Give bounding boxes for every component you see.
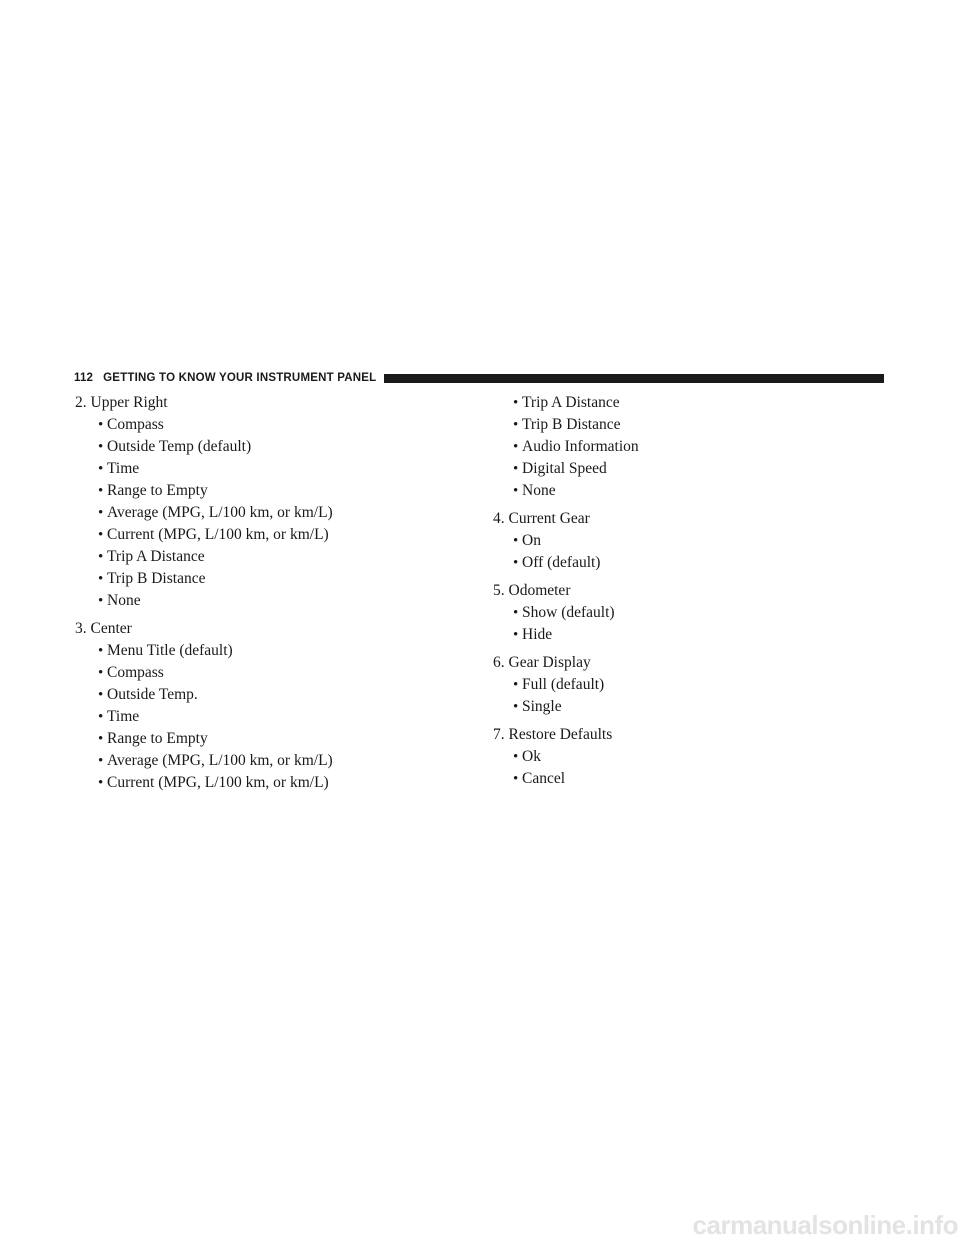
- list-item: [98, 436, 455, 458]
- list-item: [513, 746, 873, 768]
- list-item-label: Trip B Distance: [522, 416, 621, 433]
- bullet-icon: •: [98, 665, 104, 681]
- bullet-icon: •: [98, 461, 104, 477]
- list-item-label: Hide: [522, 626, 553, 643]
- list-item-label: Off (default): [522, 554, 601, 571]
- page-number: 112: [74, 372, 94, 384]
- list-item: [98, 458, 455, 480]
- list-item: [513, 436, 873, 458]
- list-item-label: Time: [107, 460, 140, 477]
- list-item-label: Audio Information: [522, 438, 639, 455]
- list-item-label: Compass: [107, 416, 164, 433]
- list-item-label: Trip A Distance: [522, 394, 620, 411]
- list-item: [513, 696, 873, 718]
- bullet-icon: •: [98, 439, 104, 455]
- list-item-label: None: [107, 592, 141, 609]
- page-header: [74, 371, 884, 385]
- list-item-label: Average (MPG, L/100 km, or km/L): [107, 504, 333, 521]
- list-item-label: Time: [107, 708, 140, 725]
- list-item: [98, 772, 455, 794]
- list-item-label: Digital Speed: [522, 460, 607, 477]
- bullet-icon: •: [98, 527, 104, 543]
- list-item: [513, 602, 873, 624]
- list-item: [513, 768, 873, 790]
- section-restore-defaults: [493, 724, 873, 790]
- bullet-icon: •: [98, 483, 104, 499]
- option-list: [493, 530, 873, 574]
- list-item: [98, 480, 455, 502]
- list-item: [513, 458, 873, 480]
- bullet-icon: •: [98, 709, 104, 725]
- watermark: carmanualsonline.info: [692, 1210, 958, 1240]
- section-odometer: [493, 580, 873, 646]
- option-list: [493, 392, 873, 502]
- list-item-label: Current (MPG, L/100 km, or km/L): [107, 526, 329, 543]
- list-item: [98, 590, 455, 612]
- list-item: [513, 674, 873, 696]
- section-title: 3. Center: [75, 620, 132, 637]
- bullet-icon: •: [98, 417, 104, 433]
- list-item: [98, 524, 455, 546]
- list-item: [98, 706, 455, 728]
- bullet-icon: •: [98, 731, 104, 747]
- option-list: [75, 640, 455, 794]
- right-column: [493, 392, 873, 796]
- section-current-gear: [493, 508, 873, 574]
- list-item: [98, 728, 455, 750]
- bullet-icon: •: [98, 505, 104, 521]
- list-item: [513, 414, 873, 436]
- list-item-label: Current (MPG, L/100 km, or km/L): [107, 774, 329, 791]
- list-item-label: On: [522, 532, 541, 549]
- bullet-icon: •: [513, 699, 519, 715]
- list-item-label: Outside Temp.: [107, 686, 198, 703]
- list-item: [513, 624, 873, 646]
- list-item-label: Ok: [522, 748, 541, 765]
- list-item-label: Single: [522, 698, 562, 715]
- section-upper-right: [75, 392, 455, 612]
- list-item-label: Range to Empty: [107, 730, 208, 747]
- list-item-label: Show (default): [522, 604, 615, 621]
- list-item: [98, 546, 455, 568]
- list-item-label: Cancel: [522, 770, 566, 787]
- bullet-icon: •: [513, 771, 519, 787]
- section-title: 5. Odometer: [493, 582, 571, 599]
- list-item: [98, 750, 455, 772]
- bullet-icon: •: [513, 461, 519, 477]
- list-item-label: Outside Temp (default): [107, 438, 252, 455]
- bullet-icon: •: [98, 571, 104, 587]
- section-title: 2. Upper Right: [75, 394, 168, 411]
- option-list: [493, 674, 873, 718]
- bullet-icon: •: [98, 593, 104, 609]
- list-item: [513, 480, 873, 502]
- list-item-label: Range to Empty: [107, 482, 208, 499]
- list-item-label: Trip B Distance: [107, 570, 206, 587]
- section-gear-display: [493, 652, 873, 718]
- list-item: [98, 414, 455, 436]
- section-title: 6. Gear Display: [493, 654, 591, 671]
- left-column: [75, 392, 455, 800]
- bullet-icon: •: [98, 643, 104, 659]
- bullet-icon: •: [513, 533, 519, 549]
- list-item-label: Trip A Distance: [107, 548, 205, 565]
- bullet-icon: •: [98, 753, 104, 769]
- list-item: [98, 662, 455, 684]
- bullet-icon: •: [513, 483, 519, 499]
- chapter-title: GETTING TO KNOW YOUR INSTRUMENT PANEL: [103, 372, 377, 384]
- list-item: [98, 684, 455, 706]
- list-item-label: None: [522, 482, 556, 499]
- bullet-icon: •: [98, 549, 104, 565]
- bullet-icon: •: [513, 677, 519, 693]
- option-list: [493, 602, 873, 646]
- list-item: [98, 640, 455, 662]
- option-list: [75, 414, 455, 612]
- list-item: [98, 502, 455, 524]
- list-item: [513, 552, 873, 574]
- list-item: [98, 568, 455, 590]
- list-item-label: Average (MPG, L/100 km, or km/L): [107, 752, 333, 769]
- list-item: [513, 392, 873, 414]
- section-title: 4. Current Gear: [493, 510, 590, 527]
- list-item-label: Full (default): [522, 676, 605, 693]
- section-center-continued: [493, 392, 873, 502]
- list-item-label: Compass: [107, 664, 164, 681]
- bullet-icon: •: [513, 627, 519, 643]
- list-item-label: Menu Title (default): [107, 642, 233, 659]
- header-rule: [384, 374, 884, 383]
- section-title: 7. Restore Defaults: [493, 726, 613, 743]
- bullet-icon: •: [513, 417, 519, 433]
- option-list: [493, 746, 873, 790]
- bullet-icon: •: [513, 555, 519, 571]
- list-item: [513, 530, 873, 552]
- bullet-icon: •: [98, 775, 104, 791]
- bullet-icon: •: [513, 749, 519, 765]
- section-center: [75, 618, 455, 794]
- bullet-icon: •: [513, 605, 519, 621]
- bullet-icon: •: [513, 439, 519, 455]
- bullet-icon: •: [98, 687, 104, 703]
- bullet-icon: •: [513, 395, 519, 411]
